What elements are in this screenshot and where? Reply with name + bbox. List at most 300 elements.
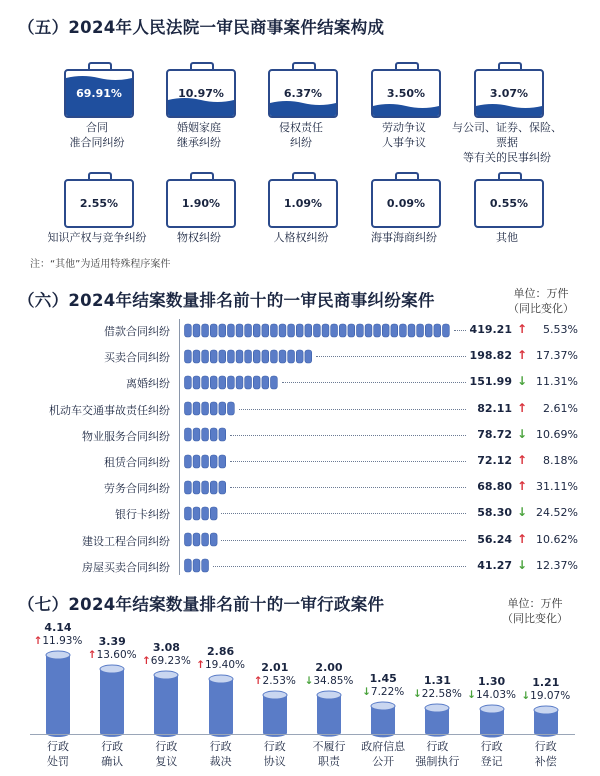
- bar-segment: [408, 324, 415, 337]
- category-label-line2: 裁决: [209, 755, 232, 768]
- cylinder-top: [425, 704, 449, 712]
- change-value: 19.40%: [204, 659, 246, 672]
- share-label-line2: 等有关的民事纠纷: [463, 151, 551, 164]
- bar-segment: [296, 324, 303, 337]
- bar-segment: [262, 376, 269, 389]
- briefcase: [474, 172, 544, 232]
- bar-segment: [210, 324, 217, 337]
- change-label: 24.52%: [536, 506, 578, 520]
- section5-note: 注：“其他”为适用特殊程序案件: [30, 259, 171, 270]
- briefcase: [64, 172, 134, 232]
- bar: [184, 480, 231, 495]
- change-label: [516, 690, 576, 702]
- category-label: 物业服务合同纠纷: [82, 429, 170, 443]
- category-label: 借款合同纠纷: [104, 325, 170, 338]
- bar-segment: [245, 350, 252, 363]
- change-label: 10.69%: [536, 427, 578, 441]
- change-label: 17.37%: [536, 349, 578, 363]
- change-label: [191, 659, 251, 671]
- bar-segment: [193, 324, 200, 337]
- share-label: [344, 230, 464, 245]
- section7-baseline: [30, 734, 575, 735]
- bar-segment: [305, 350, 312, 363]
- change-arrow: ↑: [33, 635, 43, 647]
- briefcase-body: [64, 69, 134, 118]
- briefcase: [64, 62, 134, 122]
- share-label-line1: 劳动争议: [382, 121, 426, 134]
- bar-segment: [210, 533, 217, 546]
- change-arrow: ↑: [517, 400, 528, 415]
- share-label-line1: 海事海商纠纷: [371, 231, 437, 244]
- change-label: [82, 649, 142, 661]
- cylinder-body: [209, 679, 233, 737]
- cylinder-body: [46, 655, 70, 737]
- cylinder-top: [371, 702, 395, 710]
- bar-segment: [400, 324, 407, 337]
- bar-segment: [228, 324, 235, 337]
- change-value: 2.53%: [262, 675, 296, 688]
- value-label: 2.86: [207, 645, 235, 659]
- bar-segment: [193, 376, 200, 389]
- bar-segment: [219, 428, 226, 441]
- value-label: 1.31: [423, 674, 451, 688]
- value-label: 68.80: [477, 480, 512, 494]
- category-label: 劳务合同纠纷: [104, 482, 170, 496]
- bar: [316, 690, 342, 738]
- bar: [262, 690, 288, 738]
- bar-segment: [245, 324, 252, 337]
- value-label: 2.01: [261, 661, 289, 675]
- bar-segment: [382, 324, 389, 337]
- category-label-line1: 行政: [263, 740, 286, 753]
- share-label: [447, 230, 567, 245]
- share-value: 3.07%: [489, 87, 529, 100]
- share-label: [241, 120, 361, 150]
- share-label: [241, 230, 361, 245]
- bar-segment: [210, 428, 217, 441]
- value-label: 419.21: [469, 323, 512, 336]
- bar-segment: [210, 455, 217, 468]
- share-label-line1: 物权纠纷: [177, 231, 221, 244]
- share-value: 1.09%: [283, 197, 323, 210]
- section6-unit-line1: 单位：万件: [513, 287, 569, 300]
- bar-segment: [210, 350, 217, 363]
- category-label: [407, 739, 467, 769]
- bar-segment: [210, 402, 217, 415]
- change-value: 69.23%: [150, 654, 191, 667]
- leader-line: [239, 409, 466, 410]
- value-label: 41.27: [477, 558, 512, 572]
- category-label: [191, 739, 251, 769]
- change-value: 13.60%: [96, 649, 137, 662]
- bar-segment: [288, 350, 295, 363]
- briefcase: [268, 62, 338, 122]
- bar-segment: [425, 324, 432, 337]
- bar-segment: [245, 376, 252, 389]
- share-label-line2: 继承纠纷: [177, 136, 221, 149]
- bar-segment: [219, 376, 226, 389]
- category-label-line2: 复议: [155, 755, 178, 768]
- value-label: 151.99: [469, 375, 512, 389]
- category-label-line2: 协议: [263, 755, 286, 768]
- bar-segment: [219, 324, 226, 337]
- section6-axis: [179, 319, 180, 575]
- bar-segment: [271, 324, 278, 337]
- share-value: 0.09%: [386, 197, 426, 210]
- briefcase-wave: [373, 104, 439, 116]
- bar-segment: [271, 376, 278, 389]
- bar-segment: [331, 324, 338, 337]
- bar: [184, 349, 316, 364]
- category-label-line1: 行政: [47, 740, 69, 753]
- briefcase-body: [268, 69, 338, 118]
- value-label: 2.00: [315, 661, 343, 675]
- share-label-line1: 侵权责任: [279, 121, 323, 134]
- change-label: 11.31%: [536, 375, 578, 389]
- bar-segment: [193, 350, 200, 363]
- change-value: 11.93%: [42, 635, 83, 647]
- category-label-line1: 行政: [209, 740, 232, 753]
- briefcase-body: [371, 179, 441, 228]
- category-label: 建设工程合同纠纷: [82, 534, 170, 548]
- briefcase: [474, 62, 544, 122]
- change-value: 19.07%: [530, 690, 571, 703]
- share-label-line1: 知识产权与竞争纠纷: [47, 231, 147, 244]
- bar-segment: [185, 507, 192, 520]
- change-arrow: ↑: [517, 322, 528, 336]
- share-label: [344, 120, 464, 150]
- briefcase: [166, 62, 236, 122]
- bar-segment: [185, 324, 192, 337]
- bar-segment: [219, 402, 226, 415]
- category-label-line2: 强制执行: [415, 755, 460, 768]
- change-arrow: ↓: [517, 426, 528, 441]
- section6-title: （六）2024年结案数量排名前十的一审民商事纠纷案件: [18, 291, 435, 310]
- cylinder-top: [100, 665, 124, 673]
- category-label: 银行卡纠纷: [115, 508, 170, 522]
- change-value: 22.58%: [421, 688, 462, 701]
- leader-line: [221, 513, 466, 514]
- briefcase: [166, 172, 236, 232]
- briefcase-body: [268, 179, 338, 228]
- change-label: 10.62%: [536, 532, 578, 546]
- section7-unit-line2: （同比变化）: [502, 612, 568, 625]
- category-label-line1: 行政: [426, 740, 449, 753]
- bar-segment: [219, 481, 226, 494]
- category-label-line1: 政府信息: [361, 740, 406, 753]
- bar-segment: [228, 376, 235, 389]
- section6-unit-line2: （同比变化）: [508, 302, 574, 315]
- bar-segment: [202, 533, 209, 546]
- category-label-line1: 行政: [534, 740, 557, 753]
- change-label: [462, 689, 522, 701]
- bar-segment: [202, 507, 209, 520]
- bar-segment: [202, 324, 209, 337]
- bar-segment: [185, 376, 192, 389]
- bar-segment: [236, 376, 243, 389]
- bar-segment: [210, 376, 217, 389]
- bar-segment: [210, 507, 217, 520]
- leader-line: [213, 566, 466, 567]
- bar: [208, 674, 234, 738]
- bar-segment: [305, 324, 312, 337]
- change-arrow: ↓: [362, 685, 371, 698]
- bar-segment: [434, 324, 441, 337]
- share-value: 69.91%: [76, 87, 122, 100]
- share-label-line1: 其他: [496, 231, 518, 244]
- cylinder-top: [209, 675, 233, 683]
- change-arrow: ↓: [521, 690, 531, 703]
- bar-segment: [185, 533, 192, 546]
- change-arrow: ↑: [517, 348, 528, 363]
- bar: [184, 506, 224, 521]
- leader-line: [230, 487, 466, 488]
- bar-segment: [253, 376, 260, 389]
- category-label-line2: 补偿: [534, 755, 557, 768]
- briefcase: [371, 172, 441, 232]
- change-arrow: ↓: [467, 688, 476, 701]
- share-label-line1: 与公司、证券、保险、票据: [452, 121, 562, 149]
- category-label: 房屋买卖合同纠纷: [82, 560, 170, 574]
- share-value: 1.90%: [181, 197, 221, 210]
- bar-segment: [417, 324, 424, 337]
- section5-title: （五）2024年人民法院一审民商事案件结案构成: [18, 18, 385, 37]
- change-label: [245, 675, 305, 687]
- value-label: 3.39: [98, 635, 126, 649]
- section7-unit: [502, 596, 568, 626]
- value-label: 56.24: [477, 532, 512, 546]
- share-value: 10.97%: [178, 87, 224, 100]
- bar-segment: [193, 428, 200, 441]
- bar-segment: [339, 324, 346, 337]
- bar-segment: [202, 402, 209, 415]
- cylinder-top: [480, 705, 504, 713]
- bar: [184, 401, 240, 416]
- bar-segment: [219, 455, 226, 468]
- bar: [99, 664, 125, 738]
- bar-segment: [253, 350, 260, 363]
- change-label: 8.18%: [543, 454, 578, 467]
- change-label: 5.53%: [543, 323, 578, 336]
- briefcase: [268, 172, 338, 232]
- leader-line: [221, 540, 466, 541]
- cylinder-body: [371, 706, 395, 737]
- share-label: [447, 120, 567, 165]
- bar: [184, 558, 213, 573]
- bar-segment: [185, 350, 192, 363]
- bar-segment: [202, 428, 209, 441]
- category-label-line2: 职责: [318, 755, 340, 768]
- change-arrow: ↑: [141, 654, 151, 667]
- category-label: 买卖合同纠纷: [104, 351, 170, 365]
- change-label: [407, 688, 467, 700]
- cylinder-top: [46, 651, 70, 659]
- category-label-line2: 登记: [480, 755, 503, 768]
- share-value: 6.37%: [283, 87, 323, 100]
- bar-segment: [279, 350, 286, 363]
- change-value: 7.22%: [370, 685, 405, 698]
- category-label-line1: 行政: [101, 740, 124, 753]
- share-label-line2: 纠纷: [290, 136, 312, 149]
- value-label: 58.30: [477, 506, 512, 520]
- category-label: 机动车交通事故责任纠纷: [49, 403, 170, 417]
- bar-segment: [193, 455, 200, 468]
- change-label: 31.11%: [536, 480, 578, 494]
- briefcase-body: [474, 69, 544, 118]
- bar-segment: [236, 350, 243, 363]
- leader-line: [230, 461, 466, 462]
- bar-segment: [262, 324, 269, 337]
- briefcase-wave: [270, 101, 336, 116]
- cylinder-body: [100, 669, 124, 737]
- bar-segment: [193, 481, 200, 494]
- category-label: 租赁合同纠纷: [104, 456, 170, 469]
- briefcase-body: [474, 179, 544, 228]
- value-label: 82.11: [477, 401, 512, 415]
- bar-segment: [185, 559, 192, 572]
- leader-line: [316, 356, 466, 357]
- bar-segment: [228, 402, 235, 415]
- change-arrow: ↑: [517, 531, 528, 546]
- bar: [184, 454, 233, 469]
- change-arrow: ↓: [304, 675, 314, 688]
- leader-line: [230, 435, 466, 436]
- cylinder-top: [263, 691, 287, 699]
- briefcase-body: [166, 69, 236, 118]
- bar-segment: [271, 350, 278, 363]
- briefcase-body: [64, 179, 134, 228]
- bar-segment: [185, 455, 192, 468]
- bar: [184, 323, 458, 338]
- change-arrow: ↓: [412, 688, 422, 701]
- bar-segment: [348, 324, 355, 337]
- value-label: 72.12: [477, 454, 512, 467]
- bar: [45, 650, 71, 738]
- share-label-line1: 合同: [86, 121, 108, 134]
- bar-segment: [374, 324, 381, 337]
- value-label: 1.45: [369, 671, 397, 685]
- share-value: 3.50%: [386, 87, 426, 100]
- bar-segment: [202, 376, 209, 389]
- bar-segment: [193, 533, 200, 546]
- change-label: 2.61%: [543, 401, 578, 415]
- briefcase-wave: [168, 98, 234, 116]
- change-arrow: ↑: [87, 649, 97, 662]
- change-arrow: ↓: [517, 505, 528, 520]
- bar-segment: [193, 402, 200, 415]
- bar-segment: [202, 481, 209, 494]
- bar: [370, 701, 396, 738]
- bar-segment: [202, 455, 209, 468]
- section7-title: （七）2024年结案数量排名前十的一审行政案件: [18, 595, 385, 614]
- category-label-line2: 确认: [101, 755, 124, 768]
- cylinder-body: [317, 695, 341, 737]
- share-label-line1: 人格权纠纷: [273, 231, 329, 244]
- bar-segment: [279, 324, 286, 337]
- change-value: 14.03%: [475, 688, 517, 701]
- category-label: [353, 739, 413, 769]
- value-label: 1.21: [532, 676, 560, 690]
- category-label-line2: 公开: [372, 755, 395, 768]
- change-arrow: ↑: [517, 453, 528, 467]
- bar-segment: [185, 481, 192, 494]
- category-label: [28, 739, 88, 769]
- briefcase-wave: [476, 104, 542, 116]
- change-arrow: ↑: [517, 479, 528, 494]
- briefcase: [371, 62, 441, 122]
- change-label: [136, 655, 196, 667]
- section6-unit: [508, 286, 574, 316]
- category-label: [136, 739, 196, 769]
- share-value: 2.55%: [79, 197, 119, 210]
- category-label-line1: 不履行: [312, 740, 346, 753]
- change-arrow: ↑: [196, 659, 205, 672]
- category-label: [516, 739, 576, 769]
- bar-segment: [202, 559, 209, 572]
- bar-segment: [357, 324, 364, 337]
- bar: [479, 704, 505, 738]
- category-label: 离婚纠纷: [126, 377, 170, 391]
- category-label: [299, 739, 359, 769]
- bar-segment: [193, 559, 200, 572]
- value-label: 4.14: [44, 621, 72, 634]
- cylinder-top: [154, 671, 178, 679]
- bar-segment: [262, 350, 269, 363]
- category-label-line1: 行政: [155, 740, 178, 753]
- bar-segment: [322, 324, 329, 337]
- change-arrow: ↑: [253, 675, 263, 688]
- bar-segment: [185, 428, 192, 441]
- value-label: 3.08: [152, 640, 180, 654]
- change-label: [299, 675, 359, 687]
- bar: [424, 703, 450, 738]
- bar-segment: [210, 481, 217, 494]
- change-label: [353, 686, 413, 698]
- bar-segment: [443, 324, 450, 337]
- share-label-line2: 准合同纠纷: [69, 136, 125, 149]
- cylinder-body: [154, 675, 178, 737]
- bar-segment: [365, 324, 372, 337]
- bar: [184, 375, 285, 390]
- bar-segment: [202, 350, 209, 363]
- bar: [153, 670, 179, 738]
- bar-segment: [219, 350, 226, 363]
- category-label: [245, 739, 305, 769]
- bar-segment: [253, 324, 260, 337]
- bar-segment: [296, 350, 303, 363]
- category-label-line1: 行政: [480, 740, 503, 753]
- bar-segment: [228, 350, 235, 363]
- category-label: [462, 739, 522, 769]
- value-label: 78.72: [477, 427, 512, 441]
- briefcase-body: [166, 179, 236, 228]
- cylinder-top: [317, 691, 341, 699]
- share-label-line1: 婚姻家庭: [177, 121, 221, 134]
- value-label: 1.30: [478, 674, 506, 688]
- change-label: 12.37%: [536, 558, 578, 572]
- cylinder-top: [534, 706, 558, 714]
- change-arrow: ↓: [517, 557, 528, 572]
- category-label-line2: 处罚: [47, 755, 69, 768]
- bar: [184, 532, 223, 547]
- section7-unit-line1: 单位：万件: [507, 597, 563, 610]
- change-arrow: ↓: [517, 374, 528, 389]
- share-value: 0.55%: [489, 197, 529, 210]
- briefcase-body: [371, 69, 441, 118]
- value-label: 198.82: [469, 349, 512, 363]
- cylinder-body: [263, 695, 287, 737]
- category-label: [82, 739, 142, 769]
